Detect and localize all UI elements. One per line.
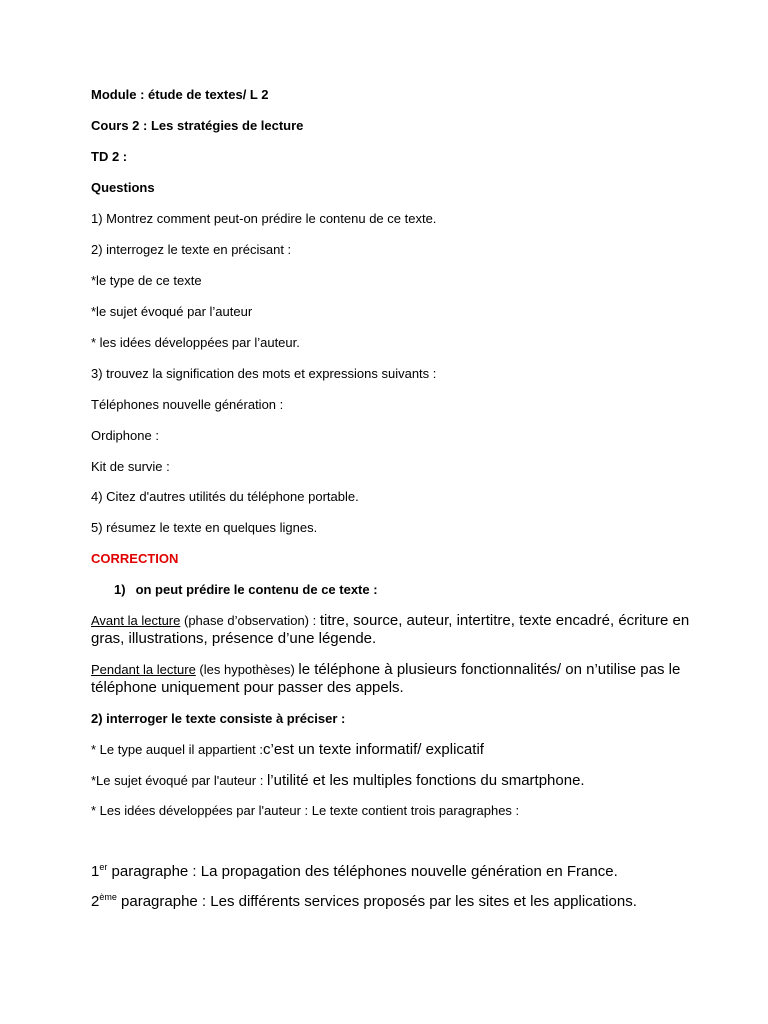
paragraph-1-number: 1: [91, 863, 100, 880]
paragraph-2-text: paragraphe : Les différents services proposés par les sites et les applications.: [116, 893, 637, 910]
question-3c: Kit de survie :: [91, 459, 170, 474]
pendant-lecture-paragraph: [91, 661, 691, 697]
correction-title: CORRECTION: [91, 551, 179, 566]
correction-2-heading: 2) interroger le texte consiste à préciser :: [91, 711, 346, 726]
module-line: Module : étude de textes/ L 2: [91, 87, 269, 102]
question-2: 2) interrogez le texte en précisant :: [91, 242, 292, 257]
correction-1-title: on peut prédire le contenu de ce texte :: [135, 582, 378, 597]
sujet-label: *Le sujet évoqué par l'auteur :: [91, 773, 267, 788]
cours-line: Cours 2 : Les stratégies de lecture: [91, 118, 304, 133]
questions-title: Questions: [91, 180, 155, 195]
type-line: [91, 740, 484, 759]
question-5: 5) résumez le texte en quelques lignes.: [91, 520, 318, 535]
avant-lecture-text: titre, source, auteur, intertitre, texte encadré, écriture en gras, illustrations, présence d’une légende.: [91, 612, 690, 647]
paragraph-1-line: [91, 863, 618, 881]
avant-lecture-paragraph: [91, 612, 691, 648]
question-2a: *le type de ce texte: [91, 273, 202, 288]
type-label: * Le type auquel il appartient :: [91, 742, 264, 757]
paragraph-2-line: [91, 893, 637, 911]
question-2c: * les idées développées par l’auteur.: [91, 335, 300, 350]
question-3b: Ordiphone :: [91, 428, 159, 443]
sujet-text: l’utilité et les multiples fonctions du smartphone.: [266, 772, 585, 789]
pendant-lecture-label: Pendant la lecture: [91, 662, 196, 677]
avant-lecture-paren: (phase d’observation) :: [180, 613, 320, 628]
paragraph-1-superscript: er: [99, 862, 108, 872]
avant-lecture-label: Avant la lecture: [91, 613, 181, 628]
paragraph-1-text: paragraphe : La propagation des téléphones nouvelle génération en France.: [107, 863, 618, 880]
question-3: 3) trouvez la signification des mots et expressions suivants :: [91, 366, 437, 381]
correction-1-heading: [114, 582, 378, 598]
correction-1-number: 1): [114, 582, 126, 597]
question-3a: Téléphones nouvelle génération :: [91, 397, 284, 412]
pendant-lecture-text: le téléphone à plusieurs fonctionnalités/ on n’utilise pas le téléphone uniquement pour passer des appels.: [91, 661, 681, 696]
paragraph-2-number: 2: [91, 893, 100, 910]
td-line: TD 2 :: [91, 149, 128, 164]
paragraph-2-superscript: ème: [99, 892, 117, 902]
type-text: c’est un texte informatif/ explicatif: [263, 741, 484, 758]
idees-line: * Les idées développées par l'auteur : Le texte contient trois paragraphes :: [91, 803, 520, 818]
question-2b: *le sujet évoqué par l’auteur: [91, 304, 253, 319]
pendant-lecture-paren: (les hypothèses): [195, 662, 299, 677]
sujet-line: [91, 771, 585, 790]
question-4: 4) Citez d'autres utilités du téléphone portable.: [91, 489, 359, 504]
question-1: 1) Montrez comment peut-on prédire le contenu de ce texte.: [91, 211, 437, 226]
